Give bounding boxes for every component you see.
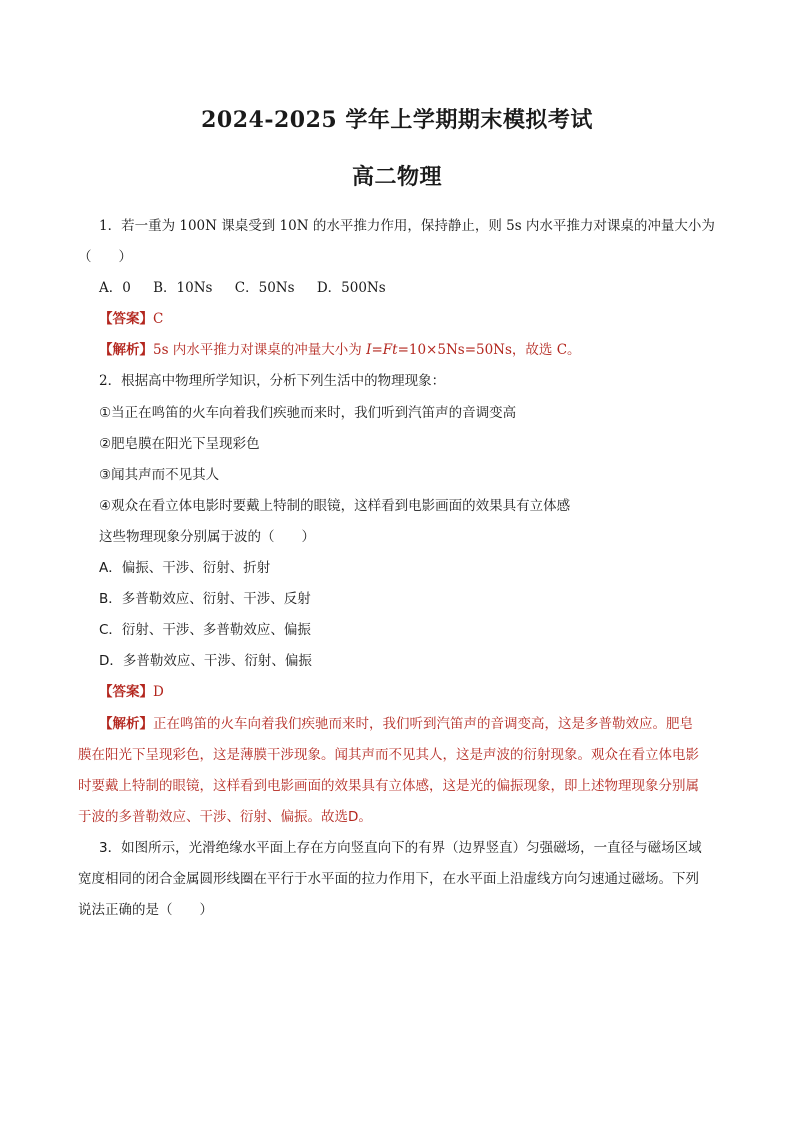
q2-analysis-line1: [99, 714, 693, 734]
page-title: 2024-2025 学年上学期期末模拟考试: [201, 107, 593, 133]
q1-option-d: D．500Ns: [316, 280, 386, 296]
q2-analysis-line2: 膜在阳光下呈现彩色，这是薄膜干涉现象。闻其声而不见其人，这是声波的衍射现象。观众在看立体电影: [78, 747, 699, 763]
q1-analysis-var-ft: Ft: [382, 342, 398, 358]
q1-option-a: A．0: [99, 280, 131, 296]
q2-option-a: A．偏振、干涉、衍射、折射: [99, 560, 271, 576]
q2-option-d: D．多普勒效应、干涉、衍射、偏振: [99, 653, 312, 669]
q2-stem: 2．根据高中物理所学知识，分析下列生活中的物理现象：: [99, 373, 446, 389]
q3-stem-line2: 宽度相同的闭合金属圆形线圈在平行于水平面的拉力作用下，在水平面上沿虚线方向匀速通过磁场。下列: [78, 871, 699, 887]
q1-analysis: [99, 340, 581, 360]
q2-item-3: ③闻其声而不见其人: [99, 467, 220, 483]
q2-item-1: ①当正在鸣笛的火车向着我们疾驰而来时，我们听到汽笛声的音调变高: [99, 405, 517, 421]
q2-item-2: ②肥皂膜在阳光下呈现彩色: [99, 436, 260, 452]
q1-stem-line2: （ ）: [78, 249, 132, 265]
q2-answer-value: D: [153, 684, 164, 700]
q1-answer: [99, 309, 163, 329]
q1-options: [99, 278, 404, 298]
q2-analysis-line4: 于波的多普勒效应、干涉、衍射、偏振。故选D。: [78, 809, 372, 825]
q1-answer-tag: 【答案】: [99, 311, 153, 327]
q3-stem-line1: 3．如图所示，光滑绝缘水平面上存在方向竖直向下的有界（边界竖直）匀强磁场，一直径与磁场区域: [99, 840, 702, 856]
q1-analysis-eq: =: [371, 342, 383, 358]
q1-answer-value: C: [153, 311, 164, 327]
q2-answer: [99, 682, 164, 702]
page-subtitle: 高二物理: [351, 164, 442, 190]
q1-analysis-pre: 5s 内水平推力对课桌的冲量大小为: [153, 342, 367, 358]
q2-analysis-text-1: 正在鸣笛的火车向着我们疾驰而来时，我们听到汽笛声的音调变高，这是多普勒效应。肥皂: [153, 716, 693, 732]
q1-option-c: C．50Ns: [234, 280, 295, 296]
q2-analysis-tag: 【解析】: [99, 716, 153, 732]
q1-stem-line1: 1．若一重为 100N 课桌受到 10N 的水平推力作用，保持静止，则 5s 内水平推力对课桌的冲量大小为: [99, 218, 715, 234]
q1-analysis-tag: 【解析】: [99, 342, 153, 358]
q2-option-c: C．衍射、干涉、多普勒效应、偏振: [99, 622, 311, 638]
q3-stem-line3: 说法正确的是（ ）: [78, 902, 213, 918]
q2-item-4: ④观众在看立体电影时要戴上特制的眼镜，这样看到电影画面的效果具有立体感: [99, 498, 571, 514]
q2-question: 这些物理现象分别属于波的（ ）: [99, 529, 315, 545]
q2-answer-tag: 【答案】: [99, 684, 153, 700]
q2-option-b: B．多普勒效应、衍射、干涉、反射: [99, 591, 311, 607]
q2-analysis-line3: 时要戴上特制的眼镜，这样看到电影画面的效果具有立体感，这是光的偏振现象，即上述物理现象分别属: [78, 778, 699, 794]
q1-option-b: B．10Ns: [153, 280, 213, 296]
q1-analysis-post: =10×5Ns=50Ns，故选 C。: [397, 342, 581, 358]
q1-analysis-var-i: I: [366, 342, 372, 358]
